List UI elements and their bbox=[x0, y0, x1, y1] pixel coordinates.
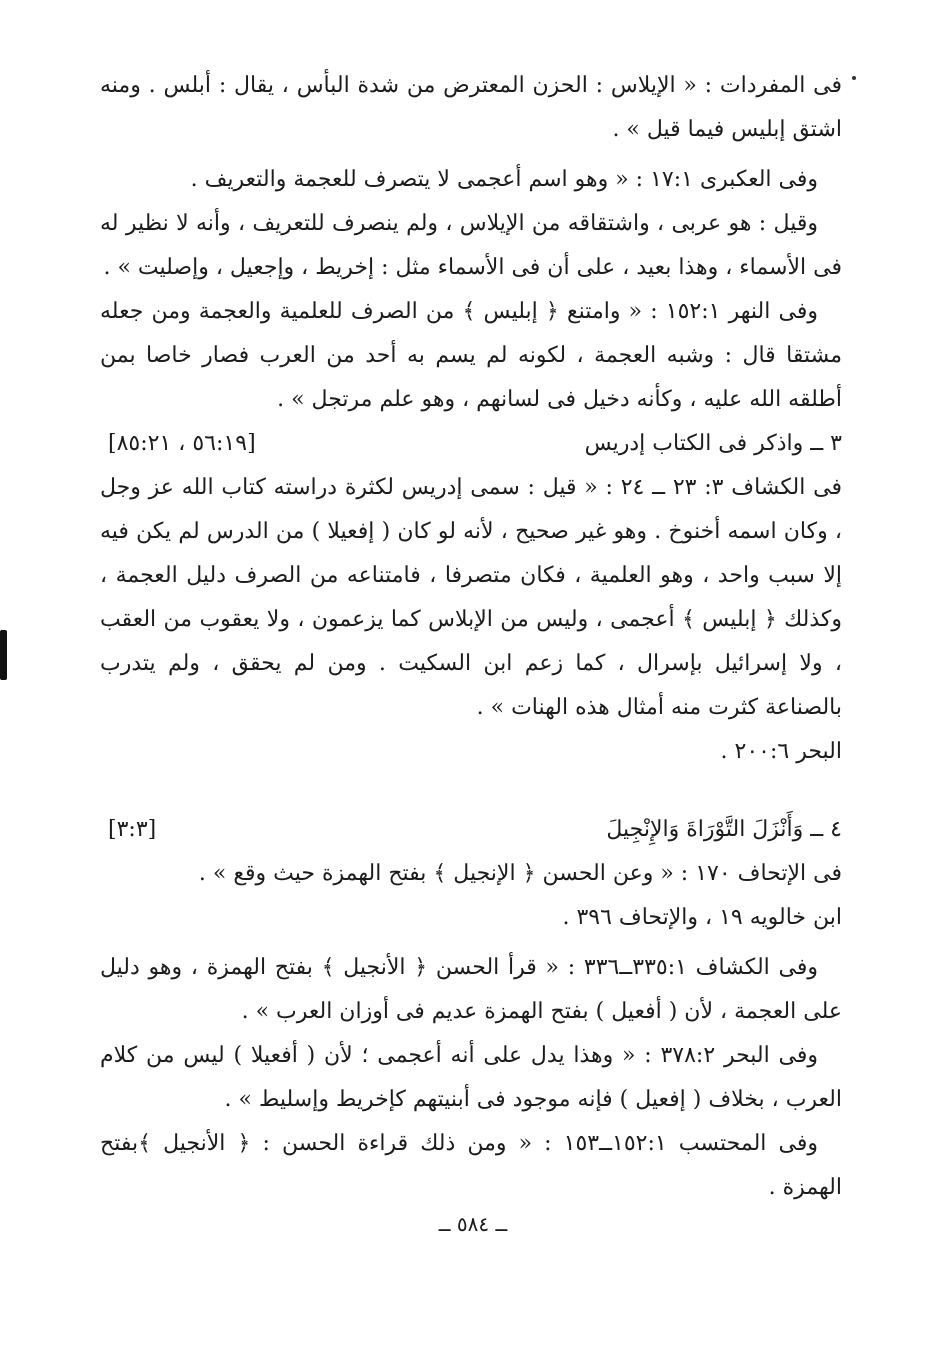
paragraph-ukbari: وفى العكبرى ١٧:١ : « وهو اسم أعجمى لا يتصرف للعجمة والتعريف . bbox=[190, 167, 818, 192]
scan-edge-mark bbox=[0, 630, 7, 680]
paragraph-kashshaf-1: فى الكشاف ٣: ٢٣ ــ ٢٤ : « قيل : سمى إدريس لكثرة دراسته كتاب الله عز وجل ، وكان اسمه أخنوخ . وهو غير صحيح ، لأنه لو كان ( إفعيلا ) من الدرس لم يكن فيه إلا سبب واحد ، وهو العلمية ، فكان متصرفا ، فامتناعه من الصرف دليل العجمة ، وكذلك ﴿ إبليس ﴾ أعجمى ، وليس من الإبلاس كما يزعمون ، ولا يعقوب من العقب ، ولا إسرائيل بإسرال ، كما زعم ابن السكيت . ومن لم يحقق ، ولم يتدرب بالصناعة كثرت منه أمثال هذه الهنات » . bbox=[100, 475, 842, 720]
paragraph-muhtasab: وفى المحتسب ١٥٢:١ــ١٥٣ : « ومن ذلك قراءة الحسن : ﴿ الأنجيل ﴾بفتح الهمزة . bbox=[100, 1131, 842, 1200]
paragraph-kashshaf-2: وفى الكشاف ٣٣٥:١ــ٣٣٦ : « قرأ الحسن ﴿ الأنجيل ﴾ بفتح الهمزة ، وهو دليل على العجمة ، لأن ( أفعيل ) بفتح الهمزة عديم فى أوزان العرب » . bbox=[100, 955, 842, 1024]
entry-heading-3 bbox=[100, 422, 842, 466]
entry-heading-4-text: ٤ ــ وَأَنْزَلَ التَّوْرَاةَ وَالإِنْجِيلَ bbox=[606, 817, 842, 842]
entry-heading-4 bbox=[100, 808, 842, 852]
paragraph-nahr: وفى النهر ١٥٢:١ : « وامتنع ﴿ إبليس ﴾ من الصرف للعلمية والعجمة ومن جعله مشتقا قال : وشبه العجمة ، لكونه لم يسم به أحد من العرب فصار خاصا بمن أطلقه الله عليه ، وكأنه دخيل فى لسانهم ، وهو علم مرتجل » . bbox=[100, 299, 842, 412]
entry-heading-4-ref: [٣:٣] bbox=[108, 817, 157, 842]
paragraph-bahr-1: البحر ٢٠٠:٦ . bbox=[720, 739, 842, 764]
entry-heading-3-text: ٣ ــ واذكر فى الكتاب إدريس bbox=[584, 431, 842, 456]
scan-dot bbox=[852, 76, 856, 80]
page-body bbox=[100, 64, 842, 1210]
paragraph-bahr-2: وفى البحر ٣٧٨:٢ : « وهذا يدل على أنه أعجمى ؛ لأن ( أفعيلا ) ليس من كلام العرب ، بخلاف ( إفعيل ) فإنه موجود فى أبنيتهم كإخريط وإسليط » . bbox=[100, 1043, 842, 1112]
paragraph-ithaf: فى الإتحاف ١٧٠ : « وعن الحسن ﴿ الإنجيل ﴾ بفتح الهمزة حيث وقع » . bbox=[198, 861, 842, 886]
entry-heading-3-ref: [٥٦:١٩ ، ٨٥:٢١] bbox=[108, 431, 256, 456]
paragraph-mufradat: فى المفردات : « الإيلاس : الحزن المعترض من شدة البأس ، يقال : أبلس . ومنه اشتق إبليس فيما قيل » . bbox=[100, 73, 842, 142]
paragraph-qil: وقيل : هو عربى ، واشتقاقه من الإيلاس ، ولم ينصرف للتعريف ، وأنه لا نظير له فى الأسماء ، وهذا بعيد ، على أن فى الأسماء مثل : إخريط ، وإجعيل ، وإصليت » . bbox=[100, 211, 842, 280]
paragraph-khalawayh: ابن خالويه ١٩ ، والإتحاف ٣٩٦ . bbox=[562, 905, 842, 930]
page-number: ــ ٥٨٤ ــ bbox=[438, 1212, 508, 1236]
